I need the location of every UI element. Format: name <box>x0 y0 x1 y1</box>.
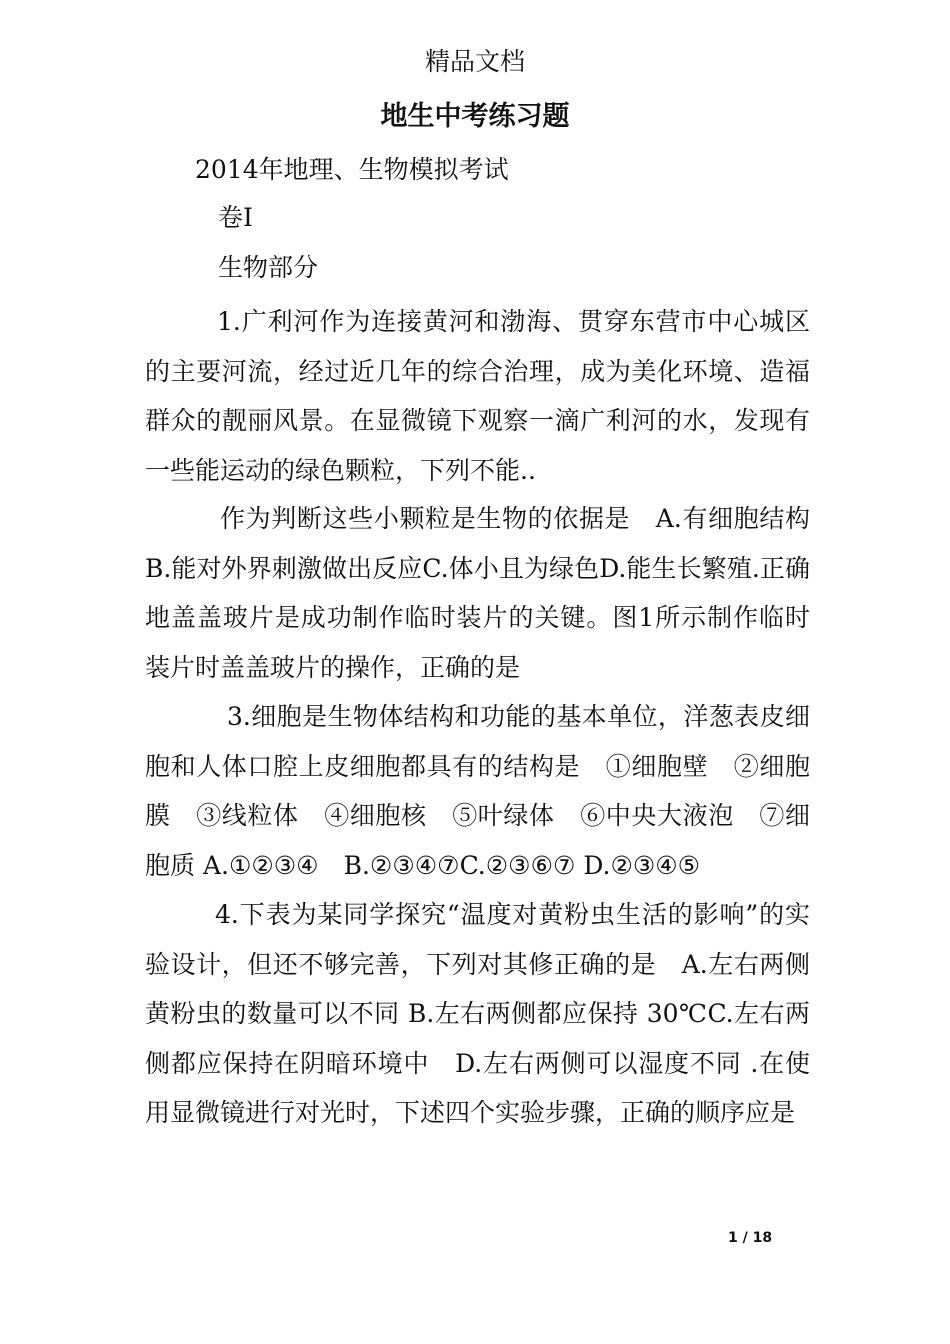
page-header: 精品文档 <box>424 47 525 76</box>
question-1-options-paragraph: 作为判断这些小颗粒是生物的依据是 A.有细胞结构B.能对外界刺激做出反应C.体小且为绿色D.能生长繁殖.正确地盖盖玻片是成功制作临时装片的关键。图1所示制作临时装片时盖盖玻片的操作，正确的是 <box>145 504 810 682</box>
page-number: 1 / 18 <box>728 1230 773 1246</box>
document-title: 地生中考练习题 <box>380 101 570 132</box>
volume-label: 卷Ⅰ <box>218 203 253 232</box>
question-3-paragraph: 3.细胞是生物体结构和功能的基本单位，洋葱表皮细胞和人体口腔上皮细胞都具有的结构是 ①细胞壁 ②细胞膜 ③线粒体 ④细胞核 ⑤叶绿体 ⑥中央大液泡 ⑦细胞质 A.①②③④ B.②③④⑦C.②③⑥⑦ D.②③④⑤ <box>145 702 810 880</box>
section-heading: 生物部分 <box>218 253 319 282</box>
question-4-paragraph: 4.下表为某同学探究“温度对黄粉虫生活的影响”的实验设计，但还不够完善，下列对其修正确的是 A.左右两侧黄粉虫的数量可以不同 B.左右两侧都应保持 30℃C.左右两侧都应保持在阴暗环境中 D.左右两侧可以湿度不同 .在使用显微镜进行对光时，下述四个实验步骤，正确的顺序应是 <box>145 900 810 1127</box>
question-1-paragraph: 1.广利河作为连接黄河和渤海、贯穿东营市中心城区的主要河流，经过近几年的综合治理，成为美化环境、造福群众的靓丽风景。在显微镜下观察一滴广利河的水，发现有一些能运动的绿色颗粒，下列不能.. <box>145 307 810 485</box>
exam-subtitle: 2014年地理、生物模拟考试 <box>195 155 509 184</box>
